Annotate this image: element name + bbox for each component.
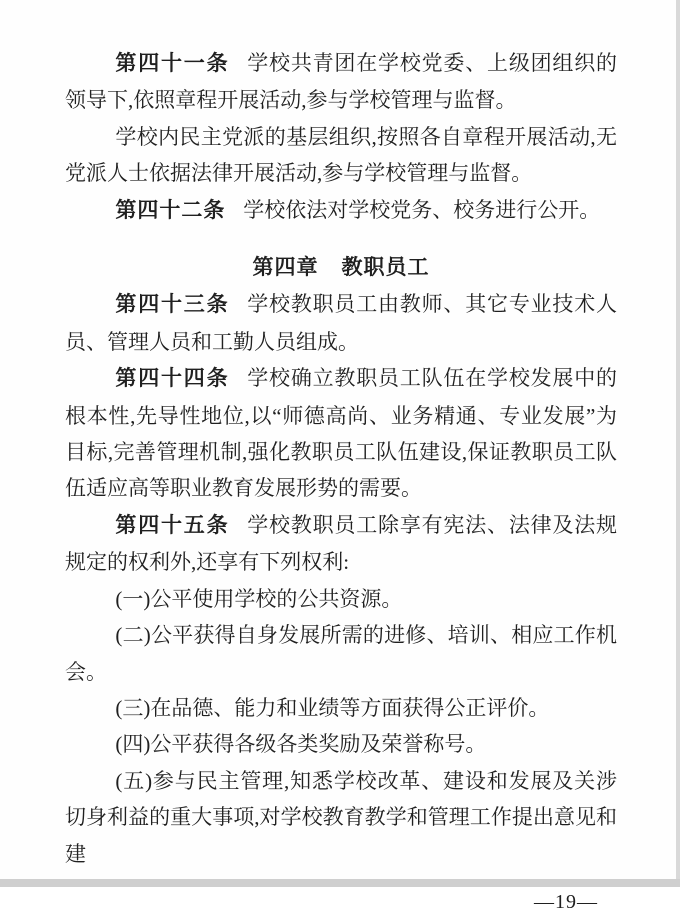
body-paragraph (65, 119, 617, 192)
paragraph-text: 学校教职员工除享有宪法、法律及法规规定的权利外,还享有下列权利: (65, 512, 618, 575)
list-item-paragraph (65, 581, 617, 617)
list-item-paragraph (65, 617, 617, 690)
paragraph-text: (五)参与民主管理,知悉学校改革、建设和发展及关涉切身利益的重大事项,对学校教育教学和管理工作提出意见和建 (65, 768, 617, 866)
list-item-paragraph (65, 763, 617, 872)
article-paragraph (65, 192, 617, 229)
paragraph-text: 学校依法对学校党务、校务进行公开。 (243, 197, 601, 222)
paragraph-text: (一)公平使用学校的公共资源。 (115, 586, 403, 611)
article-number: 第四十二条 (115, 198, 226, 222)
article-number: 第四十四条 (115, 367, 230, 391)
article-paragraph (65, 360, 617, 507)
paragraph-text: (三)在品德、能力和业绩等方面获得公正评价。 (115, 695, 550, 720)
paragraph-text: 学校共青团在学校党委、上级团组织的领导下,依照章程开展活动,参与学校管理与监督。 (65, 51, 618, 113)
paragraph-text: (四)公平获得各级各类奖励及荣誉称号。 (115, 732, 487, 757)
article-paragraph (65, 286, 617, 360)
paragraph-text: 学校确立教职员工队伍在学校发展中的根本性,先导性地位,以“师德高尚、业务精通、专业发展”为目标,完善管理机制,强化教职员工队伍建设,保证教职员工队伍适应高等职业教育发展形势的需要。 (65, 366, 618, 501)
paragraph-text: 学校教职员工由教师、其它专业技术人员、管理人员和工勤人员组成。 (65, 292, 618, 354)
page-number: —19— (534, 890, 598, 913)
document-body (65, 45, 617, 872)
article-number: 第四十一条 (115, 52, 230, 75)
paragraph-text: 教职员工 (341, 256, 430, 280)
scan-edge-bottom (0, 879, 680, 887)
list-item-paragraph (65, 690, 617, 726)
article-number: 第四十三条 (115, 293, 230, 317)
chapter-number: 第四章 (252, 256, 319, 280)
paragraph-text: 学校内民主党派的基层组织,按照各自章程开展活动,无党派人士依据法律开展活动,参与学校管理与监督。 (65, 124, 617, 186)
chapter-heading (65, 250, 617, 286)
article-paragraph (65, 45, 617, 119)
article-paragraph (65, 507, 617, 581)
article-number: 第四十五条 (115, 513, 230, 537)
list-item-paragraph (65, 726, 617, 762)
paragraph-text: (二)公平获得自身发展所需的进修、培训、相应工作机会。 (65, 623, 617, 684)
scan-edge-right (676, 0, 680, 887)
